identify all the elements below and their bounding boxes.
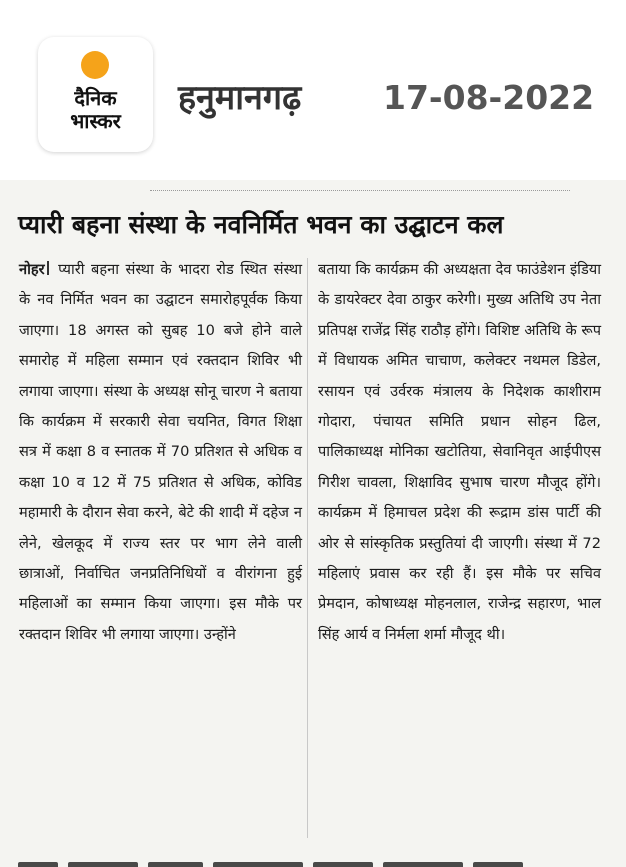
article-column-right (318, 255, 601, 650)
article-headline: प्यारी बहना संस्था के नवनिर्मित भवन का उद्घाटन कल (18, 210, 504, 239)
dateline: नोहर (19, 261, 45, 278)
left-column-text: प्यारी बहना संस्था के भादरा रोड स्थित संस्था के नव निर्मित भवन का उद्घाटन समारोहपूर्वक किया जाएगा। 18 अगस्त को सुबह 10 बजे होने वाले समारोह में महिला सम्मान एवं रक्तदान शिविर भी लगाया जाएगा। संस्था के अध्यक्ष सोनू चारण ने बताया कि कार्यक्रम में सरकारी सेवा चयनित, विगत शिक्षा सत्र में कक्षा 8 व स्नातक में 70 प्रतिशत से अधिक व कक्षा 10 व 12 में 75 प्रतिशत से अधिक, कोविड महामारी के दौरान सेवा करने, बेटे की शादी में दहेज न लेने, खेलकूद में राज्य स्तर पर भाग लेने वाली छात्राओं, निर्वाचित जनप्रतिनिधियों व वीरांगना हुई महिलाओं का सम्मान किया जाएगा। इस मौके पर रक्तदान शिविर भी लगाया जाएगा। उन्होंने (19, 261, 302, 643)
logo-text-line2: भास्कर (70, 109, 121, 133)
cut-edge-line (150, 190, 570, 192)
dateline-separator (47, 261, 49, 275)
dainik-bhaskar-logo[interactable] (38, 37, 153, 152)
edition-date: 17-08-2022 (383, 78, 595, 117)
sun-icon (81, 51, 109, 79)
edition-city: हनुमानगढ़ (178, 78, 302, 118)
article-column-left (19, 255, 302, 650)
cut-off-next-line (18, 856, 608, 867)
logo-text-line1: दैनिक (74, 86, 117, 110)
right-column-text: बताया कि कार्यक्रम की अध्यक्षता देव फाउंडेशन इंडिया के डायरेक्टर देवा ठाकुर करेगी। मुख्य अतिथि उप नेता प्रतिपक्ष राजेंद्र सिंह राठौड़ होंगे। विशिष्ट अतिथि के रूप में विधायक अमित चाचाण, कलेक्टर नथमल डिडेल, रसायन एवं उर्वरक मंत्रालय के निदेशक काशीराम गोदारा, पंचायत समिति प्रधान सोहन ढिल, पालिकाध्यक्ष मोनिका खटोतिया, सेवानिवृत आईपीएस गिरीश चावला, शिक्षाविद सुभाष चारण मौजूद होंगे। कार्यक्रम में हिमाचल प्रदेश की रूद्राम डांस पार्टी की ओर से सांस्कृतिक प्रस्तुतियां दी जाएगी। संस्था में 72 महिलाएं प्रवास कर रही हैं। इस मौके पर सचिव प्रेमदान, कोषाध्यक्ष मोहनलाल, राजेन्द्र सहारण, भाल सिंह आर्य व निर्मला शर्मा मौजूद थी। (318, 261, 601, 643)
app-header (0, 0, 626, 180)
newspaper-clipping (0, 180, 626, 867)
column-divider (307, 258, 308, 838)
